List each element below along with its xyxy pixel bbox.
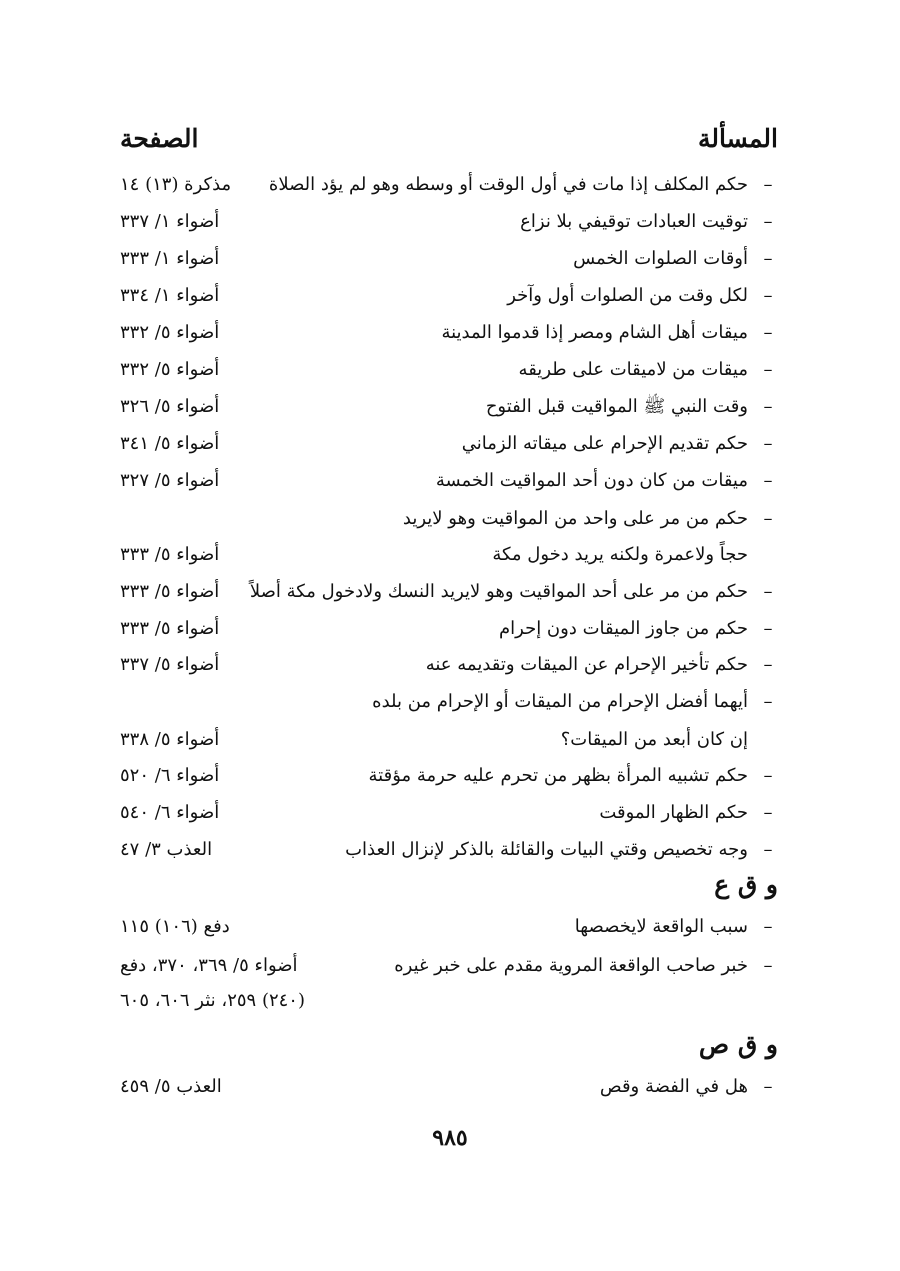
entry-reference: أضواء ٥/ ٣٣٨ [120, 729, 220, 750]
entry-topic: حكم من مر على أحد المواقيت وهو لايريد النسك ولادخول مكة أصلاً [249, 581, 748, 602]
index-entry-continuation [120, 723, 778, 757]
entry-reference: أضواء ٥/ ٣٣٢ [120, 322, 220, 343]
entry-dash: – [763, 248, 773, 269]
index-entry [120, 390, 778, 424]
entry-topic: حكم من مر على واحد من المواقيت وهو لايريد [402, 508, 748, 529]
index-entry [120, 796, 778, 830]
index-entry-continuation [120, 538, 778, 572]
page-number: ٩٨٥ [432, 1125, 468, 1151]
entry-dash: – [763, 285, 773, 306]
index-entry [120, 464, 778, 498]
issue-column-heading: المسألة [698, 124, 778, 153]
index-entry [120, 205, 778, 239]
entry-dash: – [763, 211, 773, 232]
entry-dash: – [763, 618, 773, 639]
index-entry [120, 685, 778, 719]
entry-reference: أضواء ٥/ ٣٢٦ [120, 396, 220, 417]
entry-reference-continuation: (٢٤٠) ٢٥٩، نثر ٦٠٦، ٦٠٥ [120, 990, 306, 1011]
index-entry [120, 1070, 778, 1104]
entry-topic: إن كان أبعد من الميقات؟ [560, 729, 748, 750]
entry-topic: حكم المكلف إذا مات في أول الوقت أو وسطه وهو لم يؤد الصلاة [268, 174, 748, 195]
entry-topic: خبر صاحب الواقعة المروية مقدم على خبر غيره [394, 955, 748, 976]
index-entry [120, 316, 778, 350]
entry-dash: – [763, 654, 773, 675]
entry-dash: – [763, 433, 773, 454]
entry-dash: – [763, 359, 773, 380]
entry-dash: – [763, 691, 773, 712]
entry-dash: – [763, 174, 773, 195]
entry-topic: حكم الظهار الموقت [599, 802, 748, 823]
index-entry [120, 648, 778, 682]
section-heading-waqas: و ق ص [698, 1030, 778, 1059]
index-entry [120, 279, 778, 313]
entry-topic: وجه تخصيص وقتي البيات والقائلة بالذكر لإنزال العذاب [345, 839, 748, 860]
entry-topic: أيهما أفضل الإحرام من الميقات أو الإحرام من بلده [372, 691, 748, 712]
entry-reference: أضواء ٦/ ٥٢٠ [120, 765, 220, 786]
entry-topic: لكل وقت من الصلوات أول وآخر [507, 285, 748, 306]
entry-reference: أضواء ٦/ ٥٤٠ [120, 802, 220, 823]
entry-reference: العذب ٥/ ٤٥٩ [120, 1076, 222, 1097]
index-entry [120, 612, 778, 646]
index-entry [120, 427, 778, 461]
page-column-heading: الصفحة [120, 124, 199, 153]
entry-reference: أضواء ٥/ ٣٣٢ [120, 359, 220, 380]
entry-topic: توقيت العبادات توقيفي بلا نزاع [520, 211, 748, 232]
entry-dash: – [763, 581, 773, 602]
entry-topic: حكم تقديم الإحرام على ميقاته الزماني [461, 433, 748, 454]
entry-topic: ميقات أهل الشام ومصر إذا قدموا المدينة [441, 322, 748, 343]
entry-topic: وقت النبي ﷺ المواقيت قبل الفتوح [485, 396, 748, 417]
index-entry [120, 502, 778, 536]
entry-reference: أضواء ١/ ٣٣٧ [120, 211, 220, 232]
index-entry [120, 833, 778, 867]
entry-reference: أضواء ٥/ ٣٣٣ [120, 581, 220, 602]
entry-dash: – [763, 839, 773, 860]
entry-topic: هل في الفضة وقص [599, 1076, 748, 1097]
entry-reference: أضواء ١/ ٣٣٤ [120, 285, 220, 306]
entry-reference: أضواء ٥/ ٣٣٣ [120, 544, 220, 565]
entry-dash: – [763, 916, 773, 937]
entry-topic: سبب الواقعة لايخصصها [574, 916, 748, 937]
entry-topic: ميقات من لاميقات على طريقه [518, 359, 748, 380]
entry-topic: حكم من جاوز الميقات دون إحرام [499, 618, 748, 639]
section-heading-waqa: و ق ع [714, 870, 778, 899]
entry-reference: أضواء ١/ ٣٣٣ [120, 248, 220, 269]
entry-reference: أضواء ٥/ ٣٣٧ [120, 654, 220, 675]
entry-dash: – [763, 322, 773, 343]
entry-dash: – [763, 955, 773, 976]
entry-dash: – [763, 802, 773, 823]
entry-dash: – [763, 765, 773, 786]
entry-dash: – [763, 396, 773, 417]
entry-topic: حكم تأخير الإحرام عن الميقات وتقديمه عنه [425, 654, 748, 675]
entry-topic: ميقات من كان دون أحد المواقيت الخمسة [435, 470, 748, 491]
index-entry [120, 353, 778, 387]
entry-topic: حكم تشبيه المرأة بظهر من تحرم عليه حرمة مؤقتة [368, 765, 748, 786]
entry-reference: أضواء ٥/ ٣٣٣ [120, 618, 220, 639]
index-entry [120, 168, 778, 202]
entry-dash: – [763, 1076, 773, 1097]
index-entry [120, 575, 778, 609]
entry-dash: – [763, 508, 773, 529]
entry-reference: مذكرة (١٣) ١٤ [120, 174, 232, 195]
index-entry [120, 759, 778, 793]
entry-reference: دفع (١٠٦) ١١٥ [120, 916, 230, 937]
entry-topic: حجاً ولاعمرة ولكنه يريد دخول مكة [492, 544, 748, 565]
table-header [120, 124, 778, 164]
entry-reference: أضواء ٥/ ٣٦٩، ٣٧٠، دفع [120, 955, 298, 976]
entry-reference: العذب ٣/ ٤٧ [120, 839, 213, 860]
index-entry [120, 910, 778, 944]
index-entry [120, 242, 778, 276]
entry-reference: أضواء ٥/ ٣٢٧ [120, 470, 220, 491]
entry-topic: أوقات الصلوات الخمس [573, 248, 748, 269]
entry-reference: أضواء ٥/ ٣٤١ [120, 433, 220, 454]
index-entry [120, 949, 778, 983]
entry-dash: – [763, 470, 773, 491]
